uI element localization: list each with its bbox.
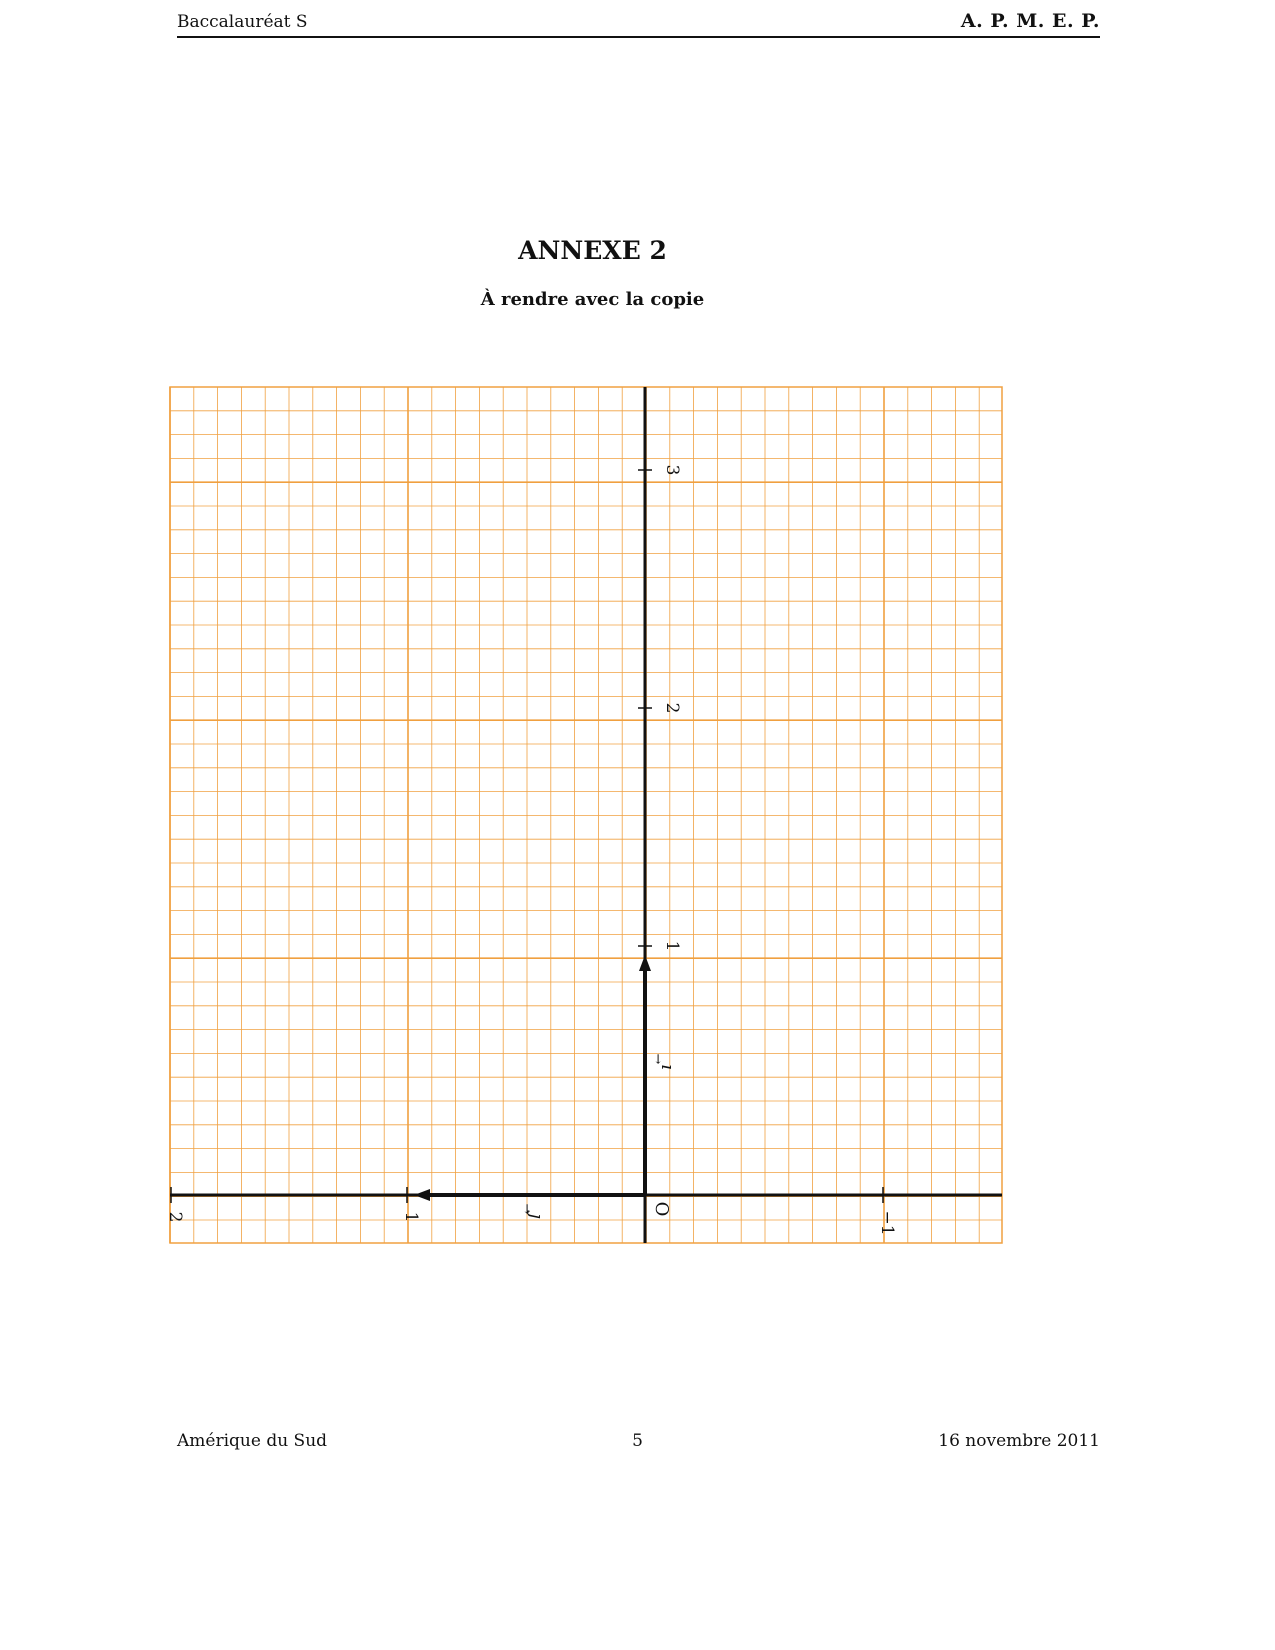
label-origin: O (651, 1201, 672, 1217)
grid-lines (170, 387, 1002, 1243)
coordinate-grid (165, 387, 1020, 1257)
label-h-minus1: −1 (877, 1210, 897, 1236)
page-title: ANNEXE 2 (518, 236, 667, 265)
header-right: A. P. M. E. P. (960, 10, 1100, 32)
label-2: 2 (662, 702, 682, 714)
label-vector-i: ı (657, 1064, 678, 1070)
label-vector-j-arrow: → (519, 1203, 534, 1215)
label-h-1: 1 (401, 1211, 421, 1223)
page-subtitle: À rendre avec la copie (480, 289, 705, 310)
header-left: Baccalauréat S (177, 12, 308, 32)
footer-left: Amérique du Sud (177, 1431, 328, 1451)
label-1: 1 (662, 940, 682, 952)
footer-right: 16 novembre 2011 (938, 1431, 1100, 1451)
label-vector-i-arrow: → (650, 1053, 665, 1065)
page-header (177, 10, 1100, 38)
page-number: 5 (632, 1431, 643, 1451)
label-vector-j: ȷ (526, 1213, 547, 1219)
label-h-2: 2 (165, 1211, 185, 1223)
label-3: 3 (662, 464, 682, 476)
vector-j-arrowhead (414, 1189, 430, 1201)
graph-paper (165, 387, 1020, 1257)
